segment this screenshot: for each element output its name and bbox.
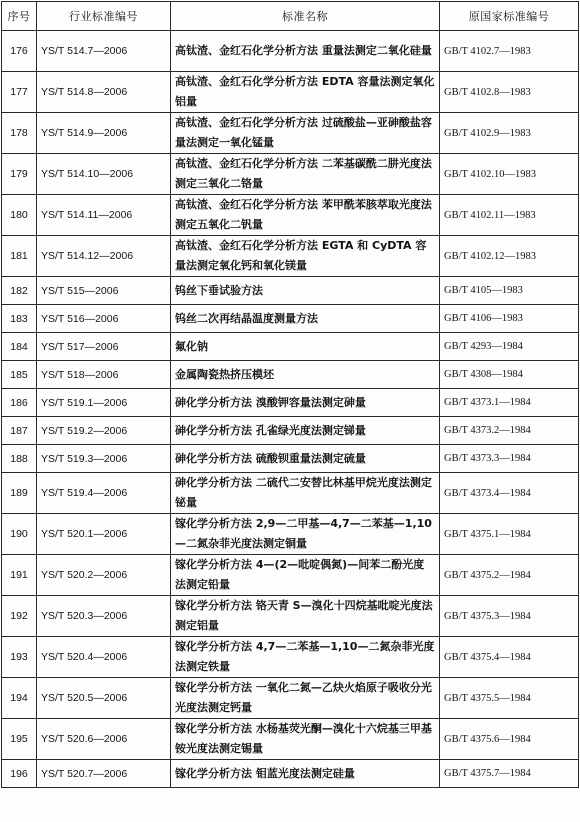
row-standard-name: 高钛渣、金红石化学分析方法 重量法测定二氧化硅量 bbox=[171, 31, 440, 72]
row-seq: 178 bbox=[2, 113, 37, 154]
row-standard-name: 钨丝二次再结晶温度测量方法 bbox=[171, 305, 440, 333]
table-row bbox=[2, 72, 579, 113]
row-original-code: GB/T 4102.10—1983 bbox=[440, 154, 579, 195]
table-header-row bbox=[2, 2, 579, 31]
row-industry-code: YS/T 520.4—2006 bbox=[37, 637, 171, 678]
row-seq: 187 bbox=[2, 417, 37, 445]
table-row bbox=[2, 31, 579, 72]
header-seq: 序号 bbox=[2, 2, 37, 31]
row-standard-name: 高钛渣、金红石化学分析方法 EGTA 和 CyDTA 容量法测定氧化钙和氧化镁量 bbox=[171, 236, 440, 277]
row-seq: 192 bbox=[2, 596, 37, 637]
table-row bbox=[2, 361, 579, 389]
row-standard-name: 镓化学分析方法 钼蓝光度法测定硅量 bbox=[171, 760, 440, 788]
table-row bbox=[2, 596, 579, 637]
row-original-code: GB/T 4375.7—1984 bbox=[440, 760, 579, 788]
row-original-code: GB/T 4102.9—1983 bbox=[440, 113, 579, 154]
row-original-code: GB/T 4375.1—1984 bbox=[440, 514, 579, 555]
row-industry-code: YS/T 520.7—2006 bbox=[37, 760, 171, 788]
table-row bbox=[2, 678, 579, 719]
row-industry-code: YS/T 518—2006 bbox=[37, 361, 171, 389]
row-original-code: GB/T 4106—1983 bbox=[440, 305, 579, 333]
row-original-code: GB/T 4373.4—1984 bbox=[440, 473, 579, 514]
header-standard-name: 标准名称 bbox=[171, 2, 440, 31]
row-seq: 177 bbox=[2, 72, 37, 113]
row-standard-name: 高钛渣、金红石化学分析方法 二苯基碳酰二肼光度法测定三氧化二铬量 bbox=[171, 154, 440, 195]
table-row bbox=[2, 417, 579, 445]
row-industry-code: YS/T 520.5—2006 bbox=[37, 678, 171, 719]
row-standard-name: 砷化学分析方法 二硫代二安替比林基甲烷光度法测定铋量 bbox=[171, 473, 440, 514]
standards-table bbox=[1, 1, 579, 788]
row-seq: 191 bbox=[2, 555, 37, 596]
row-seq: 188 bbox=[2, 445, 37, 473]
row-industry-code: YS/T 519.4—2006 bbox=[37, 473, 171, 514]
row-standard-name: 高钛渣、金红石化学分析方法 EDTA 容量法测定氧化铝量 bbox=[171, 72, 440, 113]
row-seq: 195 bbox=[2, 719, 37, 760]
row-original-code: GB/T 4375.3—1984 bbox=[440, 596, 579, 637]
row-industry-code: YS/T 519.3—2006 bbox=[37, 445, 171, 473]
row-standard-name: 高钛渣、金红石化学分析方法 过硫酸盐—亚砷酸盐容量法测定一氧化锰量 bbox=[171, 113, 440, 154]
row-industry-code: YS/T 520.3—2006 bbox=[37, 596, 171, 637]
table-row bbox=[2, 305, 579, 333]
table-row bbox=[2, 113, 579, 154]
row-original-code: GB/T 4293—1984 bbox=[440, 333, 579, 361]
row-standard-name: 镓化学分析方法 4,7—二苯基—1,10—二氮杂菲光度法测定铁量 bbox=[171, 637, 440, 678]
row-standard-name: 钨丝下垂试验方法 bbox=[171, 277, 440, 305]
row-original-code: GB/T 4102.7—1983 bbox=[440, 31, 579, 72]
table-row bbox=[2, 236, 579, 277]
row-seq: 194 bbox=[2, 678, 37, 719]
table-row bbox=[2, 719, 579, 760]
row-standard-name: 金属陶瓷热挤压模坯 bbox=[171, 361, 440, 389]
row-industry-code: YS/T 514.8—2006 bbox=[37, 72, 171, 113]
row-seq: 189 bbox=[2, 473, 37, 514]
row-original-code: GB/T 4375.4—1984 bbox=[440, 637, 579, 678]
row-original-code: GB/T 4308—1984 bbox=[440, 361, 579, 389]
row-industry-code: YS/T 514.7—2006 bbox=[37, 31, 171, 72]
row-standard-name: 砷化学分析方法 溴酸钾容量法测定砷量 bbox=[171, 389, 440, 417]
row-seq: 179 bbox=[2, 154, 37, 195]
row-industry-code: YS/T 514.12—2006 bbox=[37, 236, 171, 277]
row-standard-name: 镓化学分析方法 一氧化二氮—乙炔火焰原子吸收分光光度法测定钙量 bbox=[171, 678, 440, 719]
row-original-code: GB/T 4102.11—1983 bbox=[440, 195, 579, 236]
table-row bbox=[2, 514, 579, 555]
row-original-code: GB/T 4375.2—1984 bbox=[440, 555, 579, 596]
table-row bbox=[2, 637, 579, 678]
table-row bbox=[2, 760, 579, 788]
table-row bbox=[2, 389, 579, 417]
table-body bbox=[2, 31, 579, 788]
row-standard-name: 砷化学分析方法 硫酸钡重量法测定硫量 bbox=[171, 445, 440, 473]
row-industry-code: YS/T 520.6—2006 bbox=[37, 719, 171, 760]
header-industry-code: 行业标准编号 bbox=[37, 2, 171, 31]
row-seq: 183 bbox=[2, 305, 37, 333]
table-row bbox=[2, 473, 579, 514]
row-industry-code: YS/T 520.2—2006 bbox=[37, 555, 171, 596]
row-seq: 180 bbox=[2, 195, 37, 236]
row-seq: 176 bbox=[2, 31, 37, 72]
table-row bbox=[2, 555, 579, 596]
row-industry-code: YS/T 516—2006 bbox=[37, 305, 171, 333]
row-seq: 184 bbox=[2, 333, 37, 361]
row-standard-name: 氟化钠 bbox=[171, 333, 440, 361]
row-standard-name: 镓化学分析方法 2,9—二甲基—4,7—二苯基—1,10—二氮杂菲光度法测定铜量 bbox=[171, 514, 440, 555]
header-original-code: 原国家标准编号 bbox=[440, 2, 579, 31]
row-original-code: GB/T 4105—1983 bbox=[440, 277, 579, 305]
row-seq: 186 bbox=[2, 389, 37, 417]
row-industry-code: YS/T 519.2—2006 bbox=[37, 417, 171, 445]
row-standard-name: 砷化学分析方法 孔雀绿光度法测定锑量 bbox=[171, 417, 440, 445]
row-original-code: GB/T 4373.2—1984 bbox=[440, 417, 579, 445]
row-seq: 181 bbox=[2, 236, 37, 277]
row-seq: 193 bbox=[2, 637, 37, 678]
row-industry-code: YS/T 520.1—2006 bbox=[37, 514, 171, 555]
table-row bbox=[2, 333, 579, 361]
row-industry-code: YS/T 514.9—2006 bbox=[37, 113, 171, 154]
row-seq: 185 bbox=[2, 361, 37, 389]
row-original-code: GB/T 4373.1—1984 bbox=[440, 389, 579, 417]
row-industry-code: YS/T 517—2006 bbox=[37, 333, 171, 361]
table-row bbox=[2, 154, 579, 195]
row-industry-code: YS/T 519.1—2006 bbox=[37, 389, 171, 417]
table-row bbox=[2, 195, 579, 236]
row-original-code: GB/T 4102.8—1983 bbox=[440, 72, 579, 113]
row-standard-name: 镓化学分析方法 水杨基荧光酮—溴化十六烷基三甲基铵光度法测定锡量 bbox=[171, 719, 440, 760]
row-industry-code: YS/T 515—2006 bbox=[37, 277, 171, 305]
row-standard-name: 镓化学分析方法 4—(2—吡啶偶氮)—间苯二酚光度法测定铅量 bbox=[171, 555, 440, 596]
row-seq: 190 bbox=[2, 514, 37, 555]
row-seq: 182 bbox=[2, 277, 37, 305]
row-seq: 196 bbox=[2, 760, 37, 788]
row-original-code: GB/T 4373.3—1984 bbox=[440, 445, 579, 473]
row-standard-name: 高钛渣、金红石化学分析方法 苯甲酰苯胲萃取光度法测定五氧化二钒量 bbox=[171, 195, 440, 236]
row-industry-code: YS/T 514.10—2006 bbox=[37, 154, 171, 195]
row-standard-name: 镓化学分析方法 铬天青 S—溴化十四烷基吡啶光度法测定铝量 bbox=[171, 596, 440, 637]
table-row bbox=[2, 277, 579, 305]
row-original-code: GB/T 4102.12—1983 bbox=[440, 236, 579, 277]
row-industry-code: YS/T 514.11—2006 bbox=[37, 195, 171, 236]
row-original-code: GB/T 4375.5—1984 bbox=[440, 678, 579, 719]
row-original-code: GB/T 4375.6—1984 bbox=[440, 719, 579, 760]
table-row bbox=[2, 445, 579, 473]
